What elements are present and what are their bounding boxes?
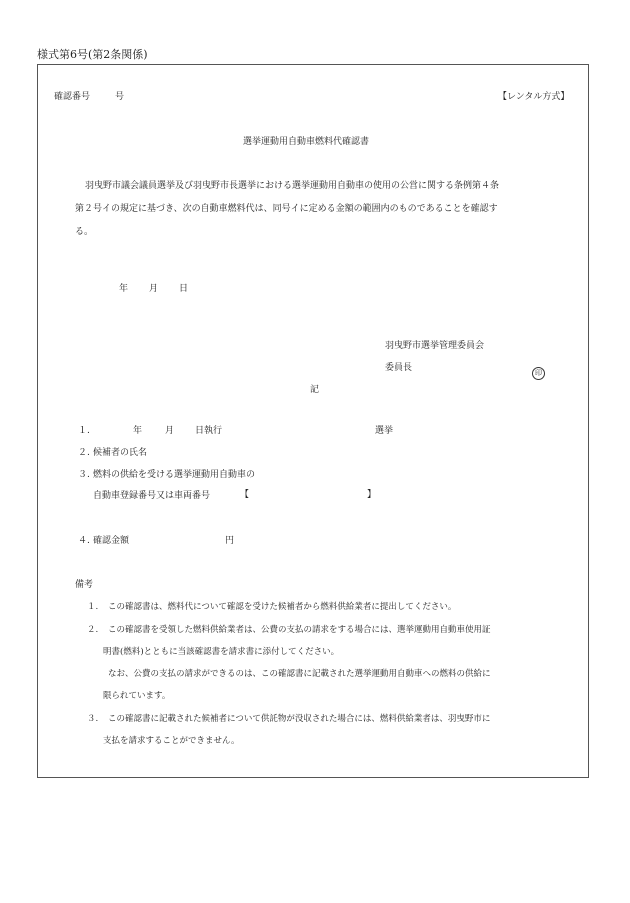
remarks-heading: 備考: [75, 580, 94, 590]
item-3-number: ３.: [78, 470, 90, 480]
vehicle-number-field: [240, 491, 376, 500]
item-1-day-exec: 日執行: [195, 426, 223, 436]
body-line-2: 第２号イの規定に基づき、次の自動車燃料代は、同号イに定める金額の範囲内のものであることを確認す: [75, 204, 498, 214]
ki-heading: 記: [310, 385, 320, 395]
note-3-line-2: 支払を請求することができません。: [103, 736, 240, 746]
note-2-line-1: この確認書を受領した燃料供給業者は、公費の支払の請求をする場合には、選挙運動用自動車使用証: [108, 625, 491, 635]
committee-chair-label: 委員長: [385, 363, 413, 373]
fuel-vehicle-label: 燃料の供給を受ける選挙運動用自動車の: [93, 470, 256, 480]
date-year: 年: [119, 284, 129, 294]
note-2-number: ２.: [87, 625, 99, 635]
body-line-3: る。: [75, 227, 94, 237]
form-number-label: 様式第6号(第2条関係): [37, 48, 148, 61]
note-3-line-1: この確認書に記載された候補者について供託物が没収された場合には、燃料供給業者は、羽曳野市に: [108, 714, 491, 724]
item-2-number: ２.: [78, 448, 90, 458]
item-4-number: ４.: [78, 536, 90, 546]
note-1-line-1: この確認書は、燃料代について確認を受けた候補者から燃料供給業者に提出してください。: [108, 602, 457, 612]
date-day: 日: [179, 284, 189, 294]
rental-method-tag: 【レンタル方式】: [498, 92, 570, 102]
note-1-number: １.: [87, 602, 99, 612]
date-month: 月: [149, 284, 159, 294]
seal-icon: [532, 362, 545, 380]
body-line-1: 羽曳野市議会議員選挙及び羽曳野市長選挙における選挙運動用自動車の使用の公営に関する条例第４条: [85, 181, 500, 191]
item-1-month: 月: [165, 426, 175, 436]
seal-mark: 印: [532, 367, 545, 380]
vehicle-registration-label: 自動車登録番号又は車両番号: [93, 491, 211, 501]
document-title: 選挙運動用自動車燃料代確認書: [243, 137, 370, 147]
note-3-number: ３.: [87, 714, 99, 724]
candidate-name-label: 候補者の氏名: [93, 448, 148, 458]
bracket-close: 】: [367, 490, 377, 500]
note-2-line-3: なお、公費の支払の請求ができるのは、この確認書に記載された選挙運動用自動車への燃料の供給に: [108, 669, 491, 679]
note-2-line-2: 明書(燃料)とともに当該確認書を請求書に添付してください。: [103, 647, 340, 657]
confirmation-number-suffix: 号: [115, 92, 125, 102]
bracket-open: 【: [240, 490, 250, 500]
note-2-line-4: 限られています。: [103, 691, 171, 701]
election-committee-name: 羽曳野市選挙管理委員会: [385, 341, 485, 351]
item-1-number: １.: [78, 426, 90, 436]
item-1-election: 選挙: [375, 426, 394, 436]
item-1-year: 年: [133, 426, 143, 436]
confirmation-number-label: 確認番号: [54, 92, 91, 102]
amount-unit-yen: 円: [225, 536, 235, 546]
confirmed-amount-label: 確認金額: [93, 536, 130, 546]
